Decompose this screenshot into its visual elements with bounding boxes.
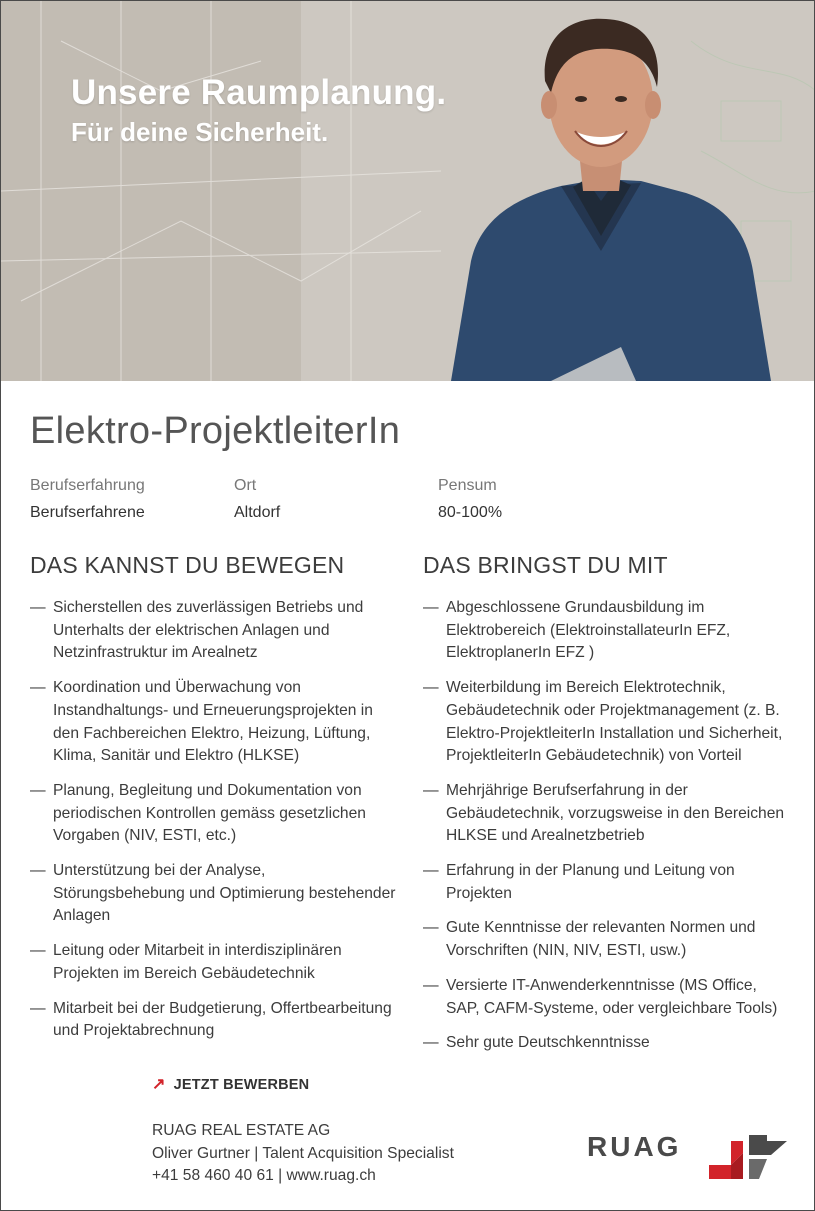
meta-location (234, 475, 280, 524)
dash-bullet: — (423, 781, 439, 799)
list-item: — Sehr gute Deutschkenntnisse (423, 1032, 788, 1055)
requirements-list (423, 597, 788, 1055)
dash-bullet: — (423, 919, 439, 937)
cross-logo-icon (709, 1133, 789, 1181)
logo-wordmark: RUAG (587, 1131, 682, 1162)
contact-block (152, 1120, 454, 1188)
list-item: — Koordination und Überwachung von Instandhaltungs- und Erneuerungsprojekten in den Fachbereichen Elektro, Heizung, Lüftung, Klima, Sanitär und Elektro (HLKSE) (30, 679, 373, 765)
list-item: — Mehrjährige Berufserfahrung in der Gebäudetechnik, vorzugsweise in den Bereichen HLKSE und Arealnetzbetrieb (423, 781, 785, 845)
dash-bullet: — (30, 942, 46, 960)
meta-value: Berufserfahrene (30, 504, 145, 521)
contact-person: Oliver Gurtner | Talent Acquisition Specialist (152, 1144, 454, 1162)
list-item: — Versierte IT-Anwenderkenntnisse (MS Office, SAP, CAFM-Systeme, oder vergleichbare Tools) (423, 976, 778, 1017)
dash-bullet: — (30, 679, 46, 697)
list-item: — Mitarbeit bei der Budgetierung, Offertbearbeitung und Projektabrechnung (30, 999, 392, 1040)
dash-bullet: — (30, 862, 46, 880)
dash-bullet: — (423, 976, 439, 994)
tasks-section (30, 549, 400, 1055)
list-item: — Unterstützung bei der Analyse, Störungsbehebung und Optimierung bestehender Anlagen (30, 862, 396, 925)
dash-bullet: — (30, 999, 46, 1017)
dash-bullet: — (423, 679, 439, 697)
list-item: — Abgeschlossene Grundausbildung im Elektrobereich (ElektroinstallateurIn EFZ, ElektroplanerIn EFZ ) (423, 599, 731, 662)
list-item: — Erfahrung in der Planung und Leitung von Projekten (423, 862, 735, 902)
meta-value: 80-100% (438, 504, 503, 521)
list-item: — Leitung oder Mitarbeit in interdisziplinären Projekten im Bereich Gebäudetechnik (30, 942, 342, 982)
dash-bullet: — (30, 781, 46, 799)
list-item: — Planung, Begleitung und Dokumentation von periodischen Kontrollen gemäss gesetzlichen Vorgaben (NIV, ESTI, etc.) (30, 781, 366, 845)
meta-value: Altdorf (234, 504, 281, 521)
requirements-section (423, 549, 788, 1067)
company-name: RUAG REAL ESTATE AG (152, 1122, 331, 1139)
person-photo (441, 1, 815, 381)
dash-bullet: — (30, 599, 46, 616)
requirements-heading: DAS BRINGST DU MIT (423, 552, 668, 578)
hero-headline: Unsere Raumplanung. (71, 73, 447, 112)
apply-now-link[interactable] (152, 1074, 309, 1094)
tasks-list (30, 597, 400, 1043)
dash-bullet: — (423, 862, 439, 880)
meta-label: Berufserfahrung (30, 477, 145, 494)
apply-now-label: JETZT BEWERBEN (173, 1077, 310, 1093)
meta-label: Ort (234, 477, 257, 494)
meta-experience (30, 475, 145, 524)
dash-bullet: — (423, 1034, 439, 1052)
list-item: — Sicherstellen des zuverlässigen Betriebs und Unterhalts der elektrischen Anlagen und Netzinfrastruktur im Arealnetz (30, 599, 364, 662)
tasks-heading: DAS KANNST DU BEWEGEN (30, 552, 345, 578)
contact-phone-web: +41 58 460 40 61 | www.ruag.ch (152, 1167, 376, 1185)
meta-label: Pensum (438, 477, 497, 494)
dash-bullet: — (423, 599, 439, 616)
list-item: — Weiterbildung im Bereich Elektrotechnik, Gebäudetechnik oder Projektmanagement (z. B. Elektro-ProjektleiterIn Installation und Sicherheit, ProjektleiterIn Gebäudetechnik) von Vorteil (423, 679, 783, 765)
job-title: Elektro-ProjektleiterIn (30, 410, 401, 452)
hero-image (1, 1, 815, 381)
arrow-up-right-icon: ↗ (152, 1076, 166, 1093)
list-item: — Gute Kenntnisse der relevanten Normen und Vorschriften (NIN, NIV, ESTI, usw.) (423, 919, 756, 960)
meta-workload (438, 475, 502, 524)
hero-subline: Für deine Sicherheit. (71, 117, 329, 147)
